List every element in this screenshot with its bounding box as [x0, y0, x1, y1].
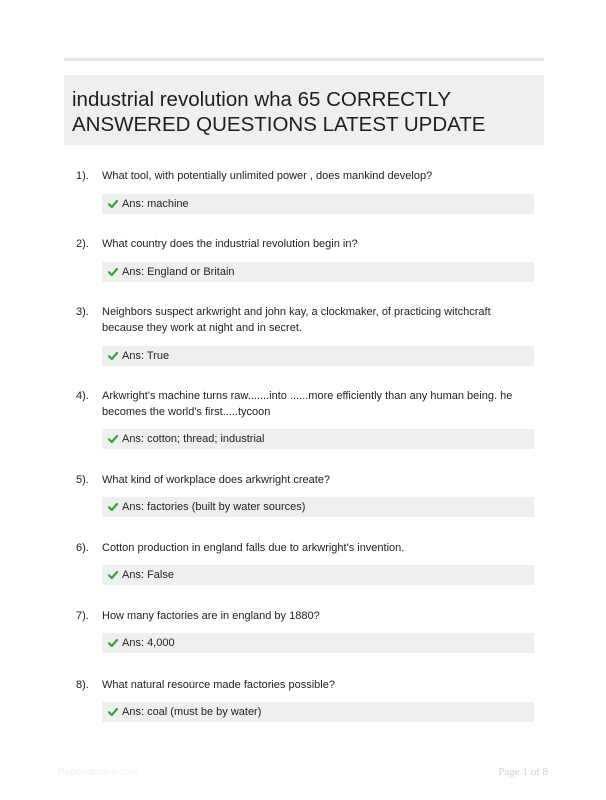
answer-box: [102, 497, 534, 517]
question-number: 8).: [76, 679, 89, 691]
question-number: 4).: [76, 390, 89, 402]
question-text: What natural resource made factories possible?: [102, 679, 335, 691]
check-icon: [108, 267, 118, 277]
answer-text: Ans: False: [122, 569, 174, 581]
question-number: 3).: [76, 306, 89, 318]
check-icon: [108, 351, 118, 361]
answer-text: Ans: machine: [122, 198, 189, 210]
answer-box: [102, 633, 534, 653]
answer-text: Ans: coal (must be by water): [122, 706, 262, 718]
question-text: Neighbors suspect arkwright and john kay, a clockmaker, of practicing witchcraft because they work at night and in secret.: [102, 306, 491, 334]
answer-text: Ans: 4,000: [122, 637, 175, 649]
question-text: How many factories are in england by 1880?: [102, 610, 320, 622]
question-number: 2).: [76, 238, 89, 250]
question-number: 1).: [76, 170, 89, 182]
question-text: Arkwright's machine turns raw.......into ......more efficiently than any human being. he becomes the world's first.....tycoon: [102, 390, 513, 418]
question-number: 7).: [76, 610, 89, 622]
answer-box: [102, 702, 534, 722]
answer-box: [102, 262, 534, 282]
check-icon: [108, 199, 118, 209]
check-icon: [108, 707, 118, 717]
question-number: 5).: [76, 474, 89, 486]
question-text: Cotton production in england falls due to arkwright's invention.: [102, 542, 405, 554]
page-indicator: Page 1 of 8: [498, 766, 548, 778]
question-text: What kind of workplace does arkwright create?: [102, 474, 331, 486]
question-text: What country does the industrial revolution begin in?: [102, 238, 358, 250]
answer-text: Ans: England or Britain: [122, 266, 235, 278]
check-icon: [108, 502, 118, 512]
answer-text: Ans: True: [122, 350, 170, 362]
answer-box: [102, 429, 534, 449]
page-title: industrial revolution wha 65 CORRECTLY ANSWERED QUESTIONS LATEST UPDATE: [72, 88, 486, 136]
answer-text: Ans: cotton; thread; industrial: [122, 433, 265, 445]
answer-box: [102, 565, 534, 585]
question-number: 6).: [76, 542, 89, 554]
answer-box: [102, 194, 534, 214]
check-icon: [108, 638, 118, 648]
check-icon: [108, 570, 118, 580]
footer-watermark: Paperstudies.com: [58, 767, 139, 778]
answer-text: Ans: factories (built by water sources): [122, 501, 306, 513]
answer-box: [102, 346, 534, 366]
question-text: What tool, with potentially unlimited power , does mankind develop?: [102, 170, 433, 182]
check-icon: [108, 434, 118, 444]
